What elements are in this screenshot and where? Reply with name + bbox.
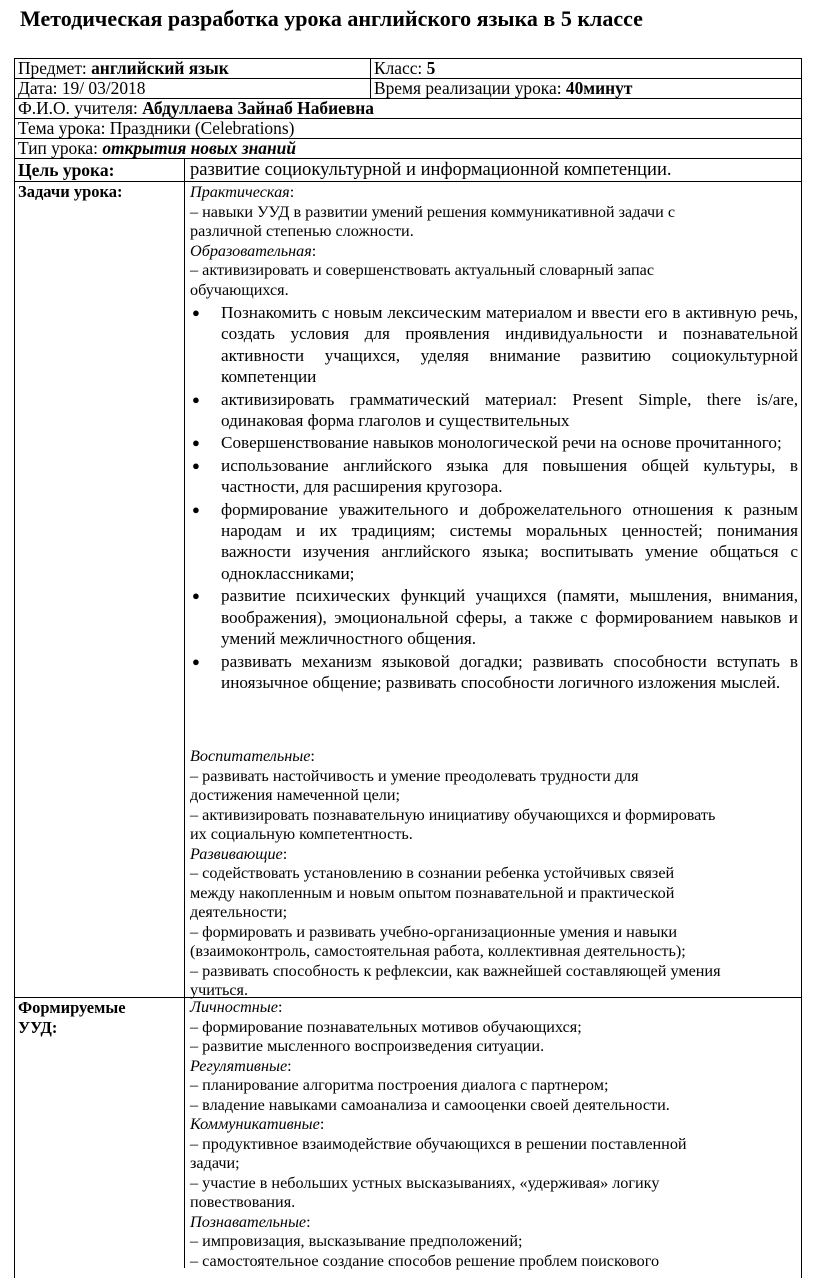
document-title: Методическая разработка урока английского языка в 5 классе: [20, 6, 643, 31]
topic-label: Тема урока: Праздники (Celebrations): [18, 118, 295, 138]
developing-line: (взаимоконтроль, самостоятельная работа, коллективная деятельность);: [190, 942, 686, 960]
personal-line: – формирование познавательных мотивов обучающихся;: [190, 1017, 582, 1036]
class-cell: [374, 58, 435, 78]
personal-heading: Личностные: [190, 998, 278, 1016]
teacher-cell: [18, 98, 374, 118]
developing-heading: Развивающие: [190, 844, 283, 863]
regulative-line: – планирование алгоритма построения диалога с партнером;: [190, 1076, 609, 1094]
class-value: 5: [426, 58, 436, 78]
list-item: ● Познакомить с новым лексическим материалом и ввести его в активную речь, создать условия для проявления индивидуальности и познавательной активности учащихся, уделяя внимание развитию социокультурной компетенции: [192, 303, 798, 387]
practical-heading: Практическая: [190, 183, 290, 201]
list-item: ● Совершенствование навыков монологической речи на основе прочитанного;: [192, 433, 782, 453]
lesson-type-label: Тип урока:: [18, 138, 103, 158]
cognitive-line: – импровизация, высказывание предположений;: [190, 1232, 523, 1250]
list-item: ● развивать механизм языковой догадки; развивать способности вступать в иноязычное общение; развивать способности логичного изложения мыслей.: [192, 651, 798, 692]
goal-text: развитие социокультурной и информационной компетенции.: [190, 159, 672, 180]
upbringing-heading: Воспитательные: [190, 747, 311, 765]
communicative-line: – участие в небольших устных высказываниях, «удерживая» логику: [190, 1173, 660, 1192]
practical-line: – навыки УУД в развитии умений решения коммуникативной задачи с: [190, 202, 676, 221]
developing-line: между накопленным и новым опытом познавательной и практической: [190, 883, 675, 902]
communicative-line: – продуктивное взаимодействие обучающихся в решении поставленной: [190, 1134, 687, 1153]
regulative-heading: Регулятивные: [190, 1056, 288, 1075]
date-cell: [18, 78, 145, 98]
communicative-heading: Коммуникативные: [190, 1115, 320, 1133]
educational-line: обучающихся.: [190, 280, 289, 299]
duration-cell: [374, 78, 632, 98]
developing-line: – развивать способность к рефлексии, как важнейшей составляющей умения: [190, 961, 721, 980]
list-item: ● активизировать грамматический материал: Present Simple, there is/are, одинаковая форма глаголов и существительных: [192, 389, 798, 431]
uud-label: [18, 998, 126, 1038]
upbringing-line: – активизировать познавательную инициативу обучающихся и формировать: [190, 805, 716, 824]
topic-cell: [18, 118, 294, 138]
personal-line: – развитие мысленного воспроизведения ситуации.: [190, 1037, 545, 1055]
cognitive-heading: Познавательные: [190, 1212, 307, 1231]
uud-content: Личностные: – формирование познавательных мотивов обучающихся; – развитие мысленного воспроизведения ситуации. Регулятивные: – планирование алгоритма построения диалога с партнером; – владение навыками самоанализа и самооценки своей деятельности. Коммуникативные: – продуктивное взаимодействие обучающихся в решении поставленной задачи; – участие в небольших устных высказываниях, «удерживая» логику повествования. Познавательные: – импровизация, высказывание предположений; – самостоятельное создание способов решение проблем поискового: [190, 998, 798, 1271]
educational-line: – активизировать и совершенствовать актуальный словарный запас: [190, 261, 654, 279]
developing-line: учиться.: [190, 981, 249, 999]
developing-line: – содействовать установлению в сознании ребенка устойчивых связей: [190, 864, 675, 882]
duration-label: Время реализации урока:: [374, 78, 566, 98]
teacher-name: Абдуллаева Зайнаб Набиевна: [142, 98, 374, 118]
upbringing-section: Воспитательные: – развивать настойчивость и умение преодолевать трудности для достижения намеченной цели; – активизировать познавательную инициативу обучающихся и формировать их социальную компетентность. Развивающие: – содействовать установлению в сознании ребенка устойчивых связей между накопленным и новым опытом познавательной и практической деятельности; – формировать и развивать учебно-организационные умения и навыки (взаимоконтроль, самостоятельная работа, коллективная деятельность); – развивать способность к рефлексии, как важнейшей составляющей умения учиться.: [190, 747, 798, 1001]
cognitive-line: – самостоятельное создание способов решение проблем поискового: [190, 1251, 660, 1270]
developing-line: – формировать и развивать учебно-организационные умения и навыки: [190, 922, 678, 941]
upbringing-line: – развивать настойчивость и умение преодолевать трудности для: [190, 766, 639, 785]
tasks-label: Задачи урока:: [18, 182, 123, 201]
list-item: ● развитие психических функций учащихся (памяти, мышления, внимания, воображения), эмоциональной сферы, а также с формированием навыков и умений межличностного общения.: [192, 586, 798, 649]
subject-value: английский язык: [91, 58, 229, 78]
subject-label: Предмет:: [18, 58, 92, 78]
uud-label-line: Формируемые: [18, 998, 126, 1017]
developing-line: деятельности;: [190, 903, 288, 921]
practical-line: различной степенью сложности.: [190, 222, 414, 240]
upbringing-line: достижения намеченной цели;: [190, 786, 401, 804]
list-item: ● формирование уважительного и доброжелательного отношения к разным народам и их традициям; системы моральных ценностей; понимания важности изучения английского языка; воспитывать умение общаться с одноклассниками;: [192, 499, 798, 583]
list-item: ● использование английского языка для повышения общей культуры, в частности, для расширения кругозора.: [192, 455, 798, 497]
communicative-line: повествования.: [190, 1193, 296, 1211]
uud-label-line: УУД:: [18, 1018, 58, 1037]
regulative-line: – владение навыками самоанализа и самооценки своей деятельности.: [190, 1095, 670, 1114]
goal-label: Цель урока:: [18, 160, 115, 180]
tasks-bullet-list: [190, 302, 798, 693]
upbringing-line: их социальную компетентность.: [190, 825, 413, 843]
lesson-type-value: открытия новых знаний: [102, 138, 296, 158]
lesson-type-cell: [18, 138, 296, 158]
communicative-line: задачи;: [190, 1154, 240, 1172]
date-label: Дата: 19/ 03/2018: [18, 78, 146, 98]
subject-cell: [18, 58, 229, 78]
tasks-content: Практическая: – навыки УУД в развитии умений решения коммуникативной задачи с различной степенью сложности. Образовательная: – активизировать и совершенствовать актуальный словарный запас обучающихся. ● Познакомить с новым лексическим материалом и ввести его в активную речь, создать условия для проявления индивидуальности и познавательной активности учащихся, уделяя внимание развитию социокультурной компетенции ● активизировать грамматический материал: Present Simple, there is/are, одинаковая форма глаголов и существительных ● Совершенствование навыков монологической речи на основе прочитанного; ● использование английского языка для повышения общей культуры, в частности, для расширения кругозора. ● формирование уважительного и доброжелательного отношения к разным народам и их традициям; системы моральных ценностей; понимания важности изучения английского языка; воспитывать умение общаться с одноклассниками; ● развитие психических функций учащихся (памяти, мышления, внимания, воображения), эмоциональной сферы, а также с формированием навыков и умений межличностного общения. ● развивать механизм языковой догадки; развивать способности вступать в иноязычное общение; развивать способности логичного изложения мыслей.: [190, 183, 798, 692]
duration-value: 40минут: [565, 78, 633, 98]
teacher-label: Ф.И.О. учителя:: [18, 98, 143, 118]
educational-heading: Образовательная: [190, 241, 312, 260]
class-label: Класс:: [374, 58, 427, 78]
